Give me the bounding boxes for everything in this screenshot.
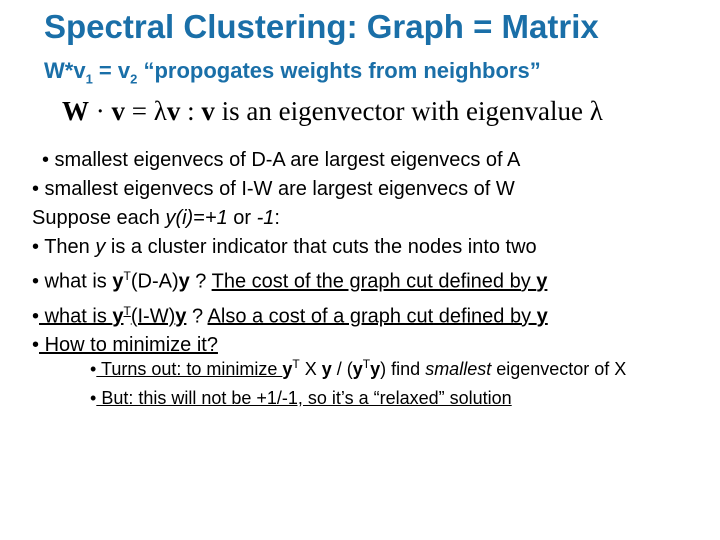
- line-text: y: [95, 236, 106, 258]
- formula-text: = λ: [125, 96, 167, 126]
- line-text: y: [112, 270, 124, 293]
- line-text: smallest: [425, 359, 492, 379]
- line-text: How to minimize it?: [39, 334, 218, 357]
- line-text: (I-W): [130, 305, 176, 328]
- line-text: X: [299, 359, 322, 379]
- line-text: y: [321, 359, 332, 379]
- line-text: y: [536, 305, 548, 328]
- subtitle-subscript: 2: [130, 71, 138, 87]
- line-text: =: [193, 207, 205, 229]
- line-text: ) find: [380, 359, 426, 379]
- bullet-line: [32, 262, 548, 297]
- line-text: y: [536, 270, 548, 293]
- formula-vector: v: [111, 96, 125, 126]
- line-text: +1: [204, 207, 228, 229]
- formula-vector: v: [166, 96, 181, 126]
- line-text: y: [282, 359, 293, 379]
- line-text: • Then: [32, 236, 96, 258]
- formula-matrix: W: [62, 96, 89, 126]
- subtitle-text: = v: [92, 58, 131, 83]
- underlined-text: [208, 305, 548, 327]
- formula-text: is an eigenvector with eigenvalue λ: [214, 96, 603, 126]
- line-text: The cost of the graph cut defined by: [211, 270, 537, 293]
- line-text: But: this will not be +1/-1, so it’s a “relaxed” solution: [96, 388, 512, 408]
- slide-title: Spectral Clustering: Graph = Matrix: [44, 8, 599, 45]
- line-text: T: [362, 357, 371, 371]
- line-text: T: [292, 357, 300, 371]
- bullet-line: [32, 297, 548, 332]
- line-text: T: [123, 269, 131, 283]
- formula-vector: v: [201, 96, 215, 126]
- bullet-glyph: •: [32, 334, 40, 357]
- eigenvector-formula: [62, 96, 603, 127]
- line-text: Suppose each: [32, 207, 166, 229]
- bullet-line: [32, 204, 548, 233]
- line-text: eigenvector of X: [491, 359, 627, 379]
- slide-subtitle: [44, 58, 541, 86]
- bullet-list: [32, 146, 548, 360]
- line-text: y: [178, 270, 190, 293]
- line-text: Turns out: to minimize: [96, 359, 283, 379]
- bullet-glyph: •: [90, 359, 97, 379]
- bullet-line: • smallest eigenvecs of D-A are largest eigenvecs of A: [42, 149, 521, 171]
- line-text: -1: [256, 207, 275, 229]
- line-text: / (: [331, 359, 353, 379]
- line-text: what is: [39, 305, 113, 328]
- line-text: • what is: [32, 270, 113, 293]
- line-text: y: [112, 305, 124, 328]
- line-text: ?: [189, 270, 212, 293]
- line-text: Also a cost of a graph cut defined by: [207, 305, 537, 328]
- line-text: or: [227, 207, 257, 229]
- bullet-line: [32, 233, 548, 262]
- sub-bullet-line: [90, 350, 626, 384]
- subtitle-subscript: 1: [85, 71, 93, 87]
- line-text: y: [370, 359, 381, 379]
- line-text: :: [274, 207, 280, 229]
- bullet-glyph: •: [32, 305, 40, 328]
- subtitle-text: W*v: [44, 58, 86, 83]
- underlined-text: [212, 271, 548, 293]
- formula-text: ·: [89, 96, 112, 126]
- bullet-line: • smallest eigenvecs of I-W are largest eigenvecs of W: [32, 178, 515, 200]
- line-text: ?: [186, 305, 208, 328]
- line-text: y(i): [165, 207, 194, 229]
- line-text: (D-A): [130, 270, 179, 293]
- formula-text: :: [180, 96, 202, 126]
- line-text: y: [352, 359, 363, 379]
- sub-bullet-line: [90, 384, 626, 413]
- bullet-glyph: •: [90, 388, 97, 408]
- line-text: T: [123, 303, 131, 318]
- subtitle-text: “propogates weights from neighbors”: [137, 58, 541, 83]
- line-text: is a cluster indicator that cuts the nodes into two: [105, 236, 537, 258]
- line-text: y: [175, 305, 187, 328]
- sub-bullet-list: [90, 350, 626, 413]
